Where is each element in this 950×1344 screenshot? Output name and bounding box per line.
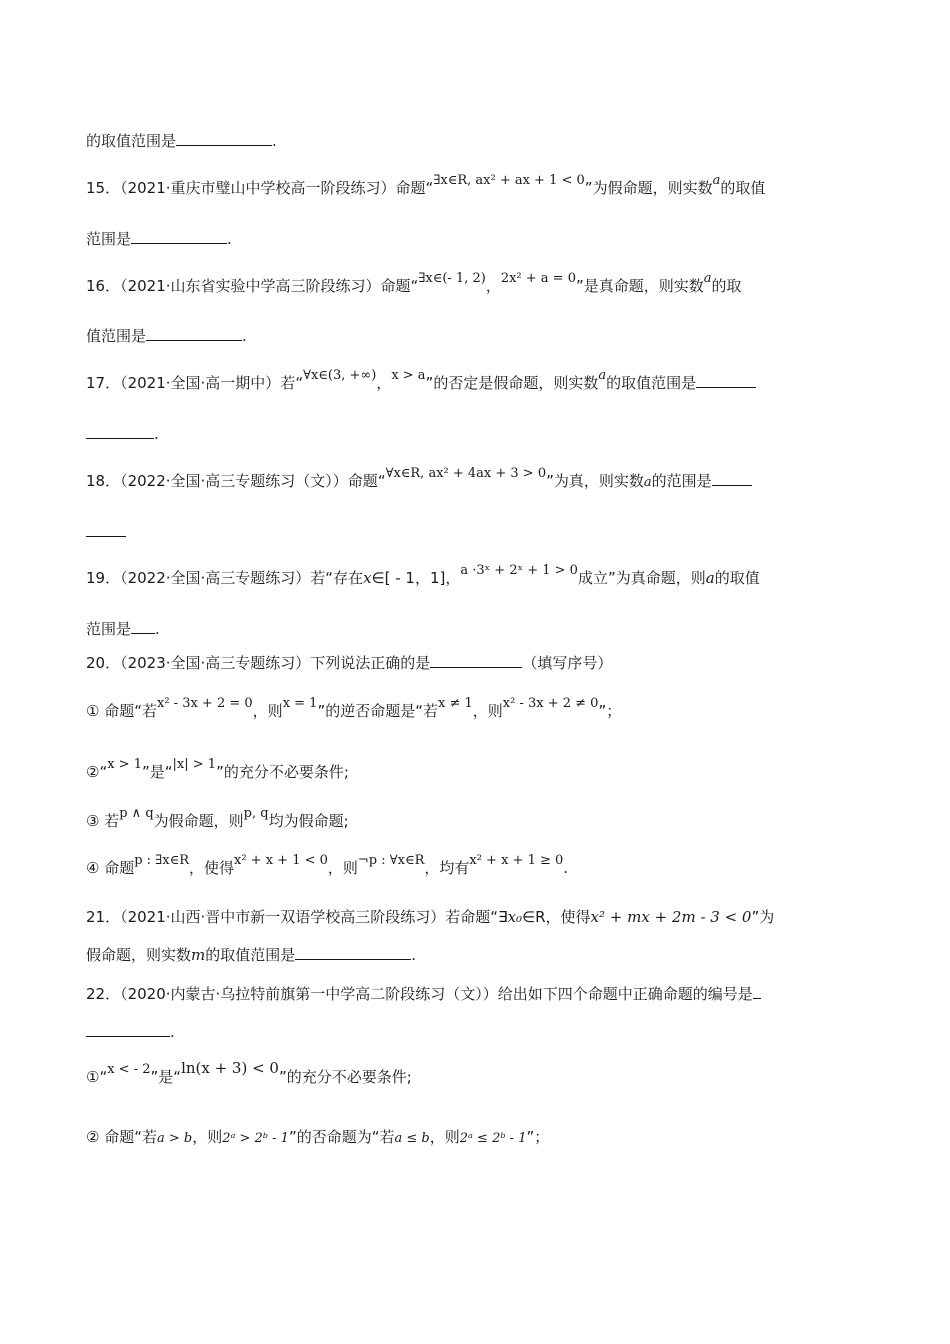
text: ，则 bbox=[252, 702, 283, 720]
text: ③ 若 bbox=[86, 812, 120, 830]
text: . bbox=[563, 859, 569, 877]
question-source: （2020·内蒙古·乌拉特前旗第一中学高二阶段练习（文））给出如下四个命题中正确命题的编号是 bbox=[120, 985, 753, 1003]
text: . bbox=[242, 327, 247, 345]
text: ④ 命题 bbox=[86, 859, 135, 877]
formula: |x| > 1 bbox=[172, 757, 217, 772]
variable: x bbox=[363, 569, 372, 587]
quote: “ bbox=[377, 472, 386, 490]
quote: ” bbox=[584, 179, 593, 197]
question-16 bbox=[86, 271, 742, 298]
text: ”的否命题为“若 bbox=[288, 1128, 395, 1146]
text: 的取值范围是 bbox=[606, 374, 697, 392]
question-17-cont bbox=[86, 424, 159, 444]
formula: x > a bbox=[391, 368, 426, 383]
question-source: （2021·重庆市璧山中学校高一阶段练习）命题 bbox=[120, 179, 426, 197]
question-number: 18． bbox=[86, 472, 121, 490]
separator: ， bbox=[376, 374, 392, 392]
answer-blank[interactable] bbox=[712, 471, 752, 486]
text: ”是“ bbox=[141, 763, 173, 781]
text: 均为假命题; bbox=[268, 812, 349, 830]
question-source: （2021·山西·晋中市新一双语学校高三阶段练习）若命题“∃ bbox=[120, 908, 508, 926]
text: . bbox=[154, 425, 159, 443]
text: 假命题，则实数 bbox=[86, 946, 192, 964]
text: . bbox=[155, 620, 160, 638]
answer-blank[interactable] bbox=[696, 373, 756, 388]
text: ”是“ bbox=[150, 1068, 182, 1086]
question-source: （2022·全国·高三专题练习）若“存在 bbox=[120, 569, 364, 587]
text: 为假命题，则 bbox=[153, 812, 244, 830]
quote: ” bbox=[575, 277, 584, 295]
formula: x² - 3x + 2 ≠ 0 bbox=[502, 696, 599, 711]
question-source: （2023·全国·高三专题练习）下列说法正确的是 bbox=[120, 654, 431, 672]
answer-blank[interactable] bbox=[430, 653, 522, 668]
question-18 bbox=[86, 466, 752, 493]
formula: p ∧ q bbox=[119, 806, 154, 821]
question-number: 16． bbox=[86, 277, 121, 295]
answer-blank[interactable] bbox=[753, 984, 761, 999]
text: ，则 bbox=[327, 859, 358, 877]
variable: a bbox=[643, 475, 652, 490]
formula: x > 1 bbox=[107, 757, 142, 772]
variable: a bbox=[705, 569, 715, 587]
text: 为真，则实数 bbox=[553, 472, 644, 490]
question-17 bbox=[86, 368, 756, 395]
text: ② 命题“若 bbox=[86, 1128, 157, 1146]
question-22-item-2 bbox=[86, 1127, 549, 1149]
formula: ∀x∈(3, +∞) bbox=[303, 368, 377, 383]
text: ，使得 bbox=[188, 859, 234, 877]
text: 的否定是假命题，则实数 bbox=[433, 374, 599, 392]
question-21-cont bbox=[86, 945, 416, 965]
question-number: 15． bbox=[86, 179, 121, 197]
answer-blank-cont[interactable] bbox=[86, 424, 154, 439]
variable: m bbox=[191, 946, 206, 964]
question-source: （2021·山东省实验中学高三阶段练习）命题 bbox=[120, 277, 411, 295]
quote: “ bbox=[410, 277, 419, 295]
text: 的取值范围是 bbox=[86, 132, 177, 150]
text: ”； bbox=[598, 702, 622, 720]
text: . bbox=[411, 946, 417, 964]
formula: a ·3ˣ + 2ˣ + 1 > 0 bbox=[460, 563, 578, 578]
formula: x < - 2 bbox=[107, 1062, 151, 1077]
question-20-item-4 bbox=[86, 853, 569, 880]
answer-blank[interactable] bbox=[131, 229, 227, 244]
answer-blank[interactable] bbox=[295, 945, 411, 960]
formula: x² + x + 1 < 0 bbox=[234, 853, 328, 868]
formula: x ≠ 1 bbox=[438, 696, 473, 711]
question-19 bbox=[86, 563, 760, 590]
formula: 2ᵃ > 2ᵇ - 1 bbox=[222, 1131, 289, 1146]
text: （填写序号） bbox=[522, 654, 613, 672]
text: ，则 bbox=[192, 1128, 223, 1146]
quote: ” bbox=[425, 374, 434, 392]
text: ∈[ - 1，1]， bbox=[371, 569, 461, 587]
text: ”的逆否命题是“若 bbox=[317, 702, 438, 720]
question-15-cont bbox=[86, 229, 232, 249]
formula: x² + mx + 2m - 3 < 0 bbox=[590, 908, 752, 926]
question-21 bbox=[86, 907, 774, 927]
question-number: 17． bbox=[86, 374, 121, 392]
question-16-cont bbox=[86, 326, 247, 346]
question-19-cont bbox=[86, 619, 160, 639]
variable: x₀ bbox=[507, 908, 523, 926]
variable: a bbox=[712, 173, 721, 188]
text: ②“ bbox=[86, 763, 108, 781]
answer-blank[interactable] bbox=[176, 131, 272, 146]
text: 范围是 bbox=[86, 230, 132, 248]
text: 成立”为真命题，则 bbox=[577, 569, 706, 587]
text: ”的充分不必要条件; bbox=[278, 1068, 412, 1086]
question-22-cont bbox=[86, 1022, 175, 1042]
line-range-tail bbox=[86, 131, 277, 151]
formula: p, q bbox=[243, 806, 269, 821]
answer-blank-cont[interactable] bbox=[86, 1022, 170, 1037]
text: 是真命题，则实数 bbox=[583, 277, 704, 295]
formula: ∃x∈(- 1, 2) bbox=[418, 271, 486, 286]
text: ”； bbox=[526, 1128, 550, 1146]
separator: ， bbox=[485, 277, 501, 295]
text: ，则 bbox=[472, 702, 503, 720]
question-source: （2022·全国·高三专题练习（文））命题 bbox=[120, 472, 378, 490]
quote: ” bbox=[546, 472, 554, 490]
text: 为假命题，则实数 bbox=[592, 179, 713, 197]
question-18-cont bbox=[86, 522, 126, 542]
question-20-item-1 bbox=[86, 696, 622, 723]
formula: p : ∃x∈R bbox=[134, 853, 189, 868]
text: ∈R，使得 bbox=[522, 908, 591, 926]
text: 范围是 bbox=[86, 620, 132, 638]
text: ① 命题“若 bbox=[86, 702, 157, 720]
formula: ∃x∈R, ax² + ax + 1 < 0 bbox=[433, 173, 585, 188]
text: 的取值 bbox=[714, 569, 760, 587]
answer-blank[interactable] bbox=[131, 619, 155, 634]
answer-blank-cont[interactable] bbox=[86, 522, 126, 537]
question-20 bbox=[86, 653, 612, 673]
formula: x² + x + 1 ≥ 0 bbox=[469, 853, 564, 868]
variable: a bbox=[598, 368, 607, 383]
text: . bbox=[227, 230, 232, 248]
question-number: 21． bbox=[86, 908, 121, 926]
formula: ln(x + 3) < 0 bbox=[181, 1059, 279, 1077]
question-number: 19． bbox=[86, 569, 121, 587]
text: . bbox=[272, 132, 277, 150]
question-20-item-3 bbox=[86, 806, 349, 833]
question-22 bbox=[86, 984, 761, 1004]
text: . bbox=[170, 1023, 175, 1041]
text: 的取 bbox=[711, 277, 742, 295]
question-20-item-2 bbox=[86, 757, 349, 784]
formula: a > b bbox=[157, 1131, 193, 1146]
text: 的取值 bbox=[720, 179, 766, 197]
formula: 2ᵃ ≤ 2ᵇ - 1 bbox=[459, 1131, 527, 1146]
text: ，均有 bbox=[424, 859, 470, 877]
question-number: 22． bbox=[86, 985, 121, 1003]
quote: “ bbox=[425, 179, 434, 197]
question-22-item-1 bbox=[86, 1059, 412, 1089]
formula: 2x² + a = 0 bbox=[500, 271, 576, 286]
question-number: 20． bbox=[86, 654, 121, 672]
quote: “ bbox=[295, 374, 304, 392]
question-source: （2021·全国·高一期中）若 bbox=[120, 374, 296, 392]
text: ①“ bbox=[86, 1068, 108, 1086]
variable: a bbox=[703, 271, 712, 286]
text: ”的充分不必要条件; bbox=[216, 763, 349, 781]
answer-blank[interactable] bbox=[146, 326, 242, 341]
text: ”为 bbox=[751, 908, 775, 926]
formula: ¬p : ∀x∈R bbox=[357, 853, 425, 868]
text: 的取值范围是 bbox=[205, 946, 296, 964]
formula: ∀x∈R, ax² + 4ax + 3 > 0 bbox=[385, 466, 547, 481]
text: 的范围是 bbox=[651, 472, 712, 490]
text: ，则 bbox=[429, 1128, 460, 1146]
formula: x = 1 bbox=[282, 696, 318, 711]
formula: a ≤ b bbox=[394, 1131, 430, 1146]
question-15 bbox=[86, 173, 766, 200]
formula: x² - 3x + 2 = 0 bbox=[157, 696, 253, 711]
text: 值范围是 bbox=[86, 327, 147, 345]
